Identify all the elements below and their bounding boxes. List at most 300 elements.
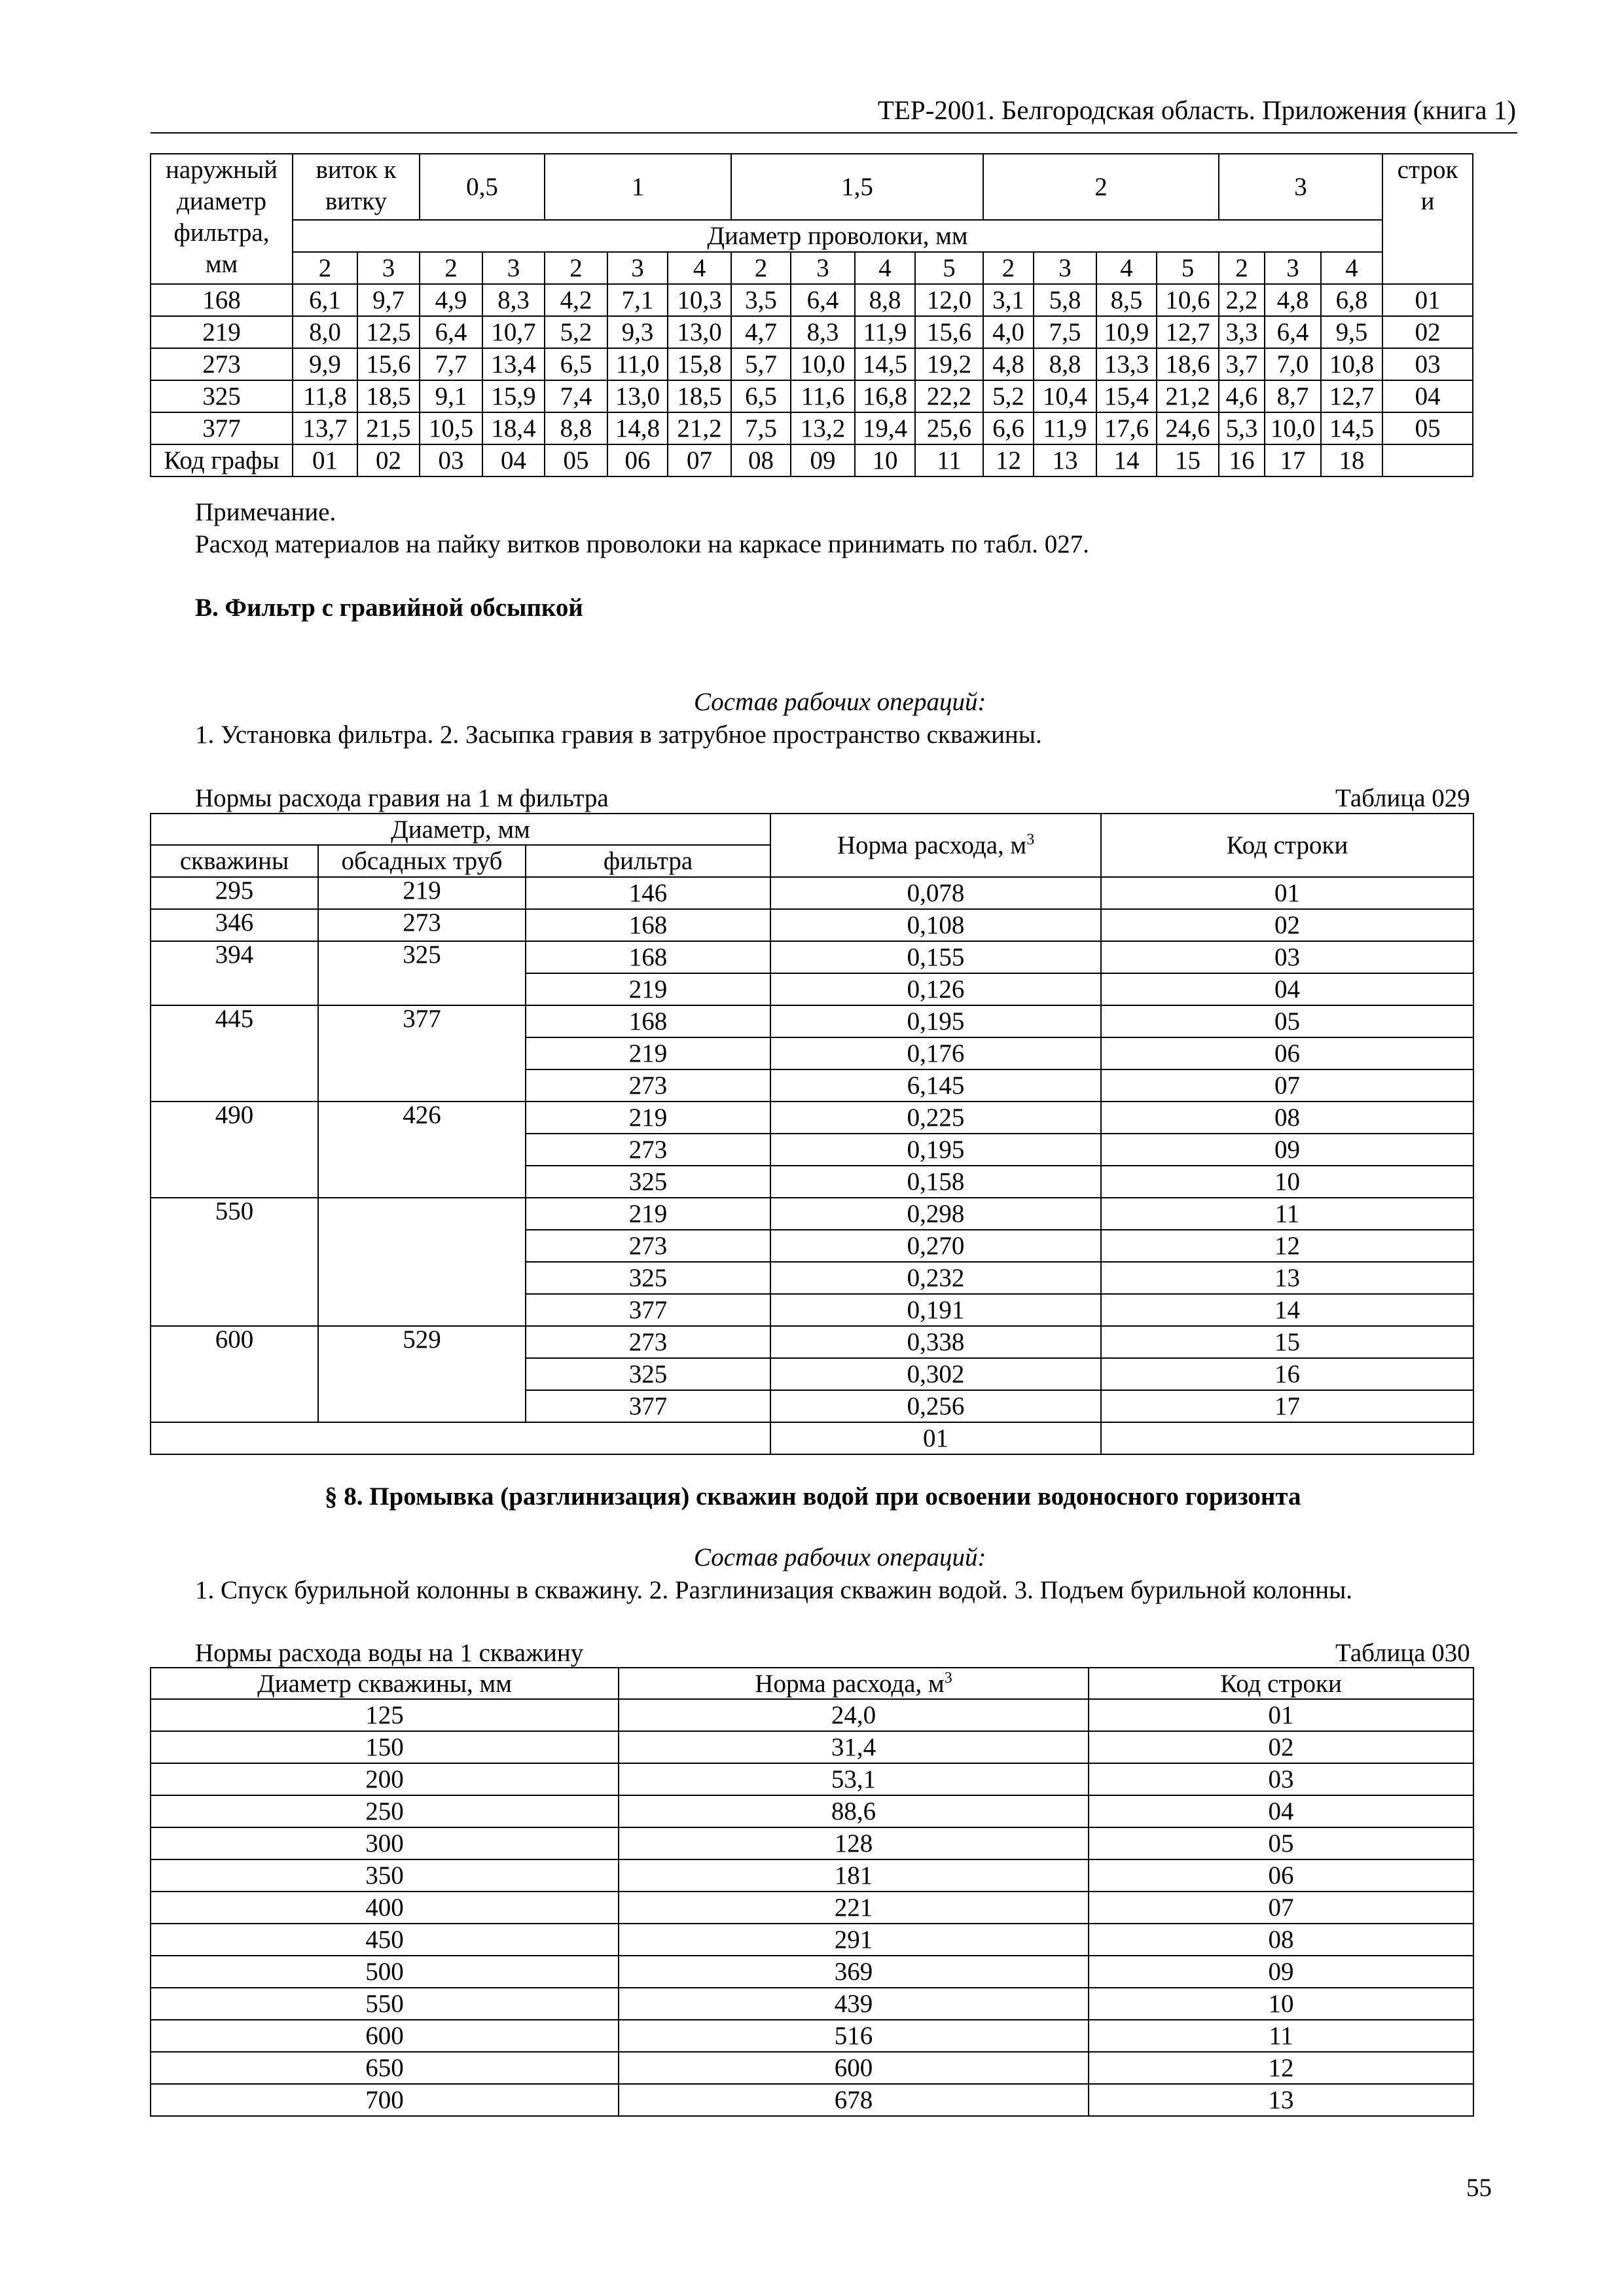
t028-row-code: 01	[1382, 284, 1473, 316]
t030-row	[151, 1827, 1473, 1859]
t029-norm: 0,191	[770, 1294, 1101, 1326]
t028-value: 19,4	[855, 412, 915, 444]
t028-value: 24,6	[1157, 412, 1219, 444]
t029-norm: 0,225	[770, 1102, 1101, 1134]
t028-value: 7,7	[420, 348, 482, 380]
t030-row-code: 12	[1089, 2052, 1473, 2084]
t028-value: 6,5	[731, 380, 791, 412]
t030-row	[151, 2020, 1473, 2052]
t030-row	[151, 1988, 1473, 2020]
t030-norm: 291	[619, 1924, 1089, 1956]
t028-wire-size: 4	[668, 252, 731, 284]
t029-foot	[151, 1422, 1473, 1454]
t028-value: 11,9	[1034, 412, 1096, 444]
section-8-heading: § 8. Промывка (разглинизация) скважин водой при освоении водоносного горизонта	[325, 1482, 1301, 1511]
t028-head-gap: 1,5	[731, 154, 983, 220]
t028-value: 14,5	[855, 348, 915, 380]
t028-wire-size: 4	[1096, 252, 1157, 284]
t030-data	[151, 1699, 1473, 2116]
t028-value: 12,0	[915, 284, 983, 316]
t028-value: 8,8	[1034, 348, 1096, 380]
t028-column-code: 07	[668, 444, 731, 476]
t028-wire-size: 4	[1321, 252, 1382, 284]
t028-value: 9,7	[357, 284, 420, 316]
t028-value: 17,6	[1096, 412, 1157, 444]
t028-head-line: витку	[325, 187, 388, 215]
t028-value: 6,4	[1265, 316, 1321, 348]
t029-head-norm-sup: 3	[1026, 831, 1035, 848]
t029-norm: 0,158	[770, 1166, 1101, 1198]
t028-value: 21,2	[1157, 380, 1219, 412]
t029-row-code: 11	[1101, 1198, 1473, 1230]
t028-value: 18,6	[1157, 348, 1219, 380]
t028-wire-size: 2	[293, 252, 357, 284]
t028-value: 21,2	[668, 412, 731, 444]
t030-norm: 53,1	[619, 1763, 1089, 1795]
t029-data	[151, 877, 1473, 1422]
t029-row-code: 16	[1101, 1358, 1473, 1390]
t028-row	[151, 380, 1473, 412]
t030-norm: 221	[619, 1892, 1089, 1924]
t030-row-code: 06	[1089, 1859, 1473, 1892]
t029-head-norm	[770, 814, 1101, 877]
t028-value: 10,7	[482, 316, 545, 348]
t028-footer-row	[151, 444, 1473, 476]
t029-row-code: 01	[1101, 877, 1473, 909]
t030-row	[151, 1795, 1473, 1827]
t029-norm: 0,176	[770, 1037, 1101, 1069]
t028-value: 7,5	[731, 412, 791, 444]
t028-value: 8,0	[293, 316, 357, 348]
t029-well-diameter: 490	[151, 1102, 318, 1198]
t029-norm: 0,338	[770, 1326, 1101, 1358]
t028-value: 21,5	[357, 412, 420, 444]
t029-filter-diameter: 219	[526, 973, 770, 1005]
t028-column-code: 09	[791, 444, 855, 476]
t028-row-code: 05	[1382, 412, 1473, 444]
t028-value: 18,5	[357, 380, 420, 412]
t030-row-code: 03	[1089, 1763, 1473, 1795]
t028-value: 5,3	[1219, 412, 1265, 444]
t030-row	[151, 1763, 1473, 1795]
t029-row-code: 13	[1101, 1262, 1473, 1294]
note-text: Расход материалов на пайку витков проволоки на каркасе принимать по табл. 027.	[195, 530, 1090, 558]
t028-value: 7,5	[1034, 316, 1096, 348]
t028-value: 4,2	[545, 284, 607, 316]
t030-row-code: 09	[1089, 1956, 1473, 1988]
t028-value: 13,7	[293, 412, 357, 444]
t029-filter-diameter: 273	[526, 1069, 770, 1102]
t030-norm: 516	[619, 2020, 1089, 2052]
t028-head-wire-diameter: Диаметр проволоки, мм	[293, 220, 1382, 252]
t028-outer-diameter: 325	[151, 380, 293, 412]
t029-head-code: Код строки	[1101, 814, 1473, 877]
t028-value: 15,6	[357, 348, 420, 380]
t029-filter-diameter: 168	[526, 909, 770, 941]
t028-value: 15,6	[915, 316, 983, 348]
t029-filter-diameter: 219	[526, 1102, 770, 1134]
t028-head-outer-diameter	[151, 154, 293, 284]
t028-wire-size: 3	[1034, 252, 1096, 284]
t028-value: 7,4	[545, 380, 607, 412]
t028-value: 3,3	[1219, 316, 1265, 348]
t028-head-gap: 0,5	[420, 154, 545, 220]
t030-norm: 24,0	[619, 1699, 1089, 1731]
t030-well-diameter: 450	[151, 1924, 619, 1956]
t030-well-diameter: 700	[151, 2084, 619, 2116]
t028-wire-size: 5	[1157, 252, 1219, 284]
t029-norm: 0,108	[770, 909, 1101, 941]
t029-filter-diameter: 273	[526, 1326, 770, 1358]
t028-value: 13,0	[607, 380, 668, 412]
table-030-caption: Нормы расхода воды на 1 скважину	[195, 1639, 584, 1667]
t029-norm: 6,145	[770, 1069, 1101, 1102]
t028-value: 7,1	[607, 284, 668, 316]
t028-value: 10,0	[1265, 412, 1321, 444]
t028-value: 15,9	[482, 380, 545, 412]
t028-row	[151, 284, 1473, 316]
t030-row	[151, 1892, 1473, 1924]
t028-value: 14,8	[607, 412, 668, 444]
t028-column-code: 16	[1219, 444, 1265, 476]
t028-head-line: строк	[1397, 156, 1458, 184]
table-029-number: Таблица 029	[1335, 784, 1470, 812]
t028-head-line: наружный	[165, 156, 278, 184]
t028-wire-size: 3	[607, 252, 668, 284]
t030-well-diameter: 150	[151, 1731, 619, 1763]
t029-norm: 0,078	[770, 877, 1101, 909]
t028-wire-size: 2	[731, 252, 791, 284]
t030-row-code: 07	[1089, 1892, 1473, 1924]
t028-value: 6,6	[983, 412, 1034, 444]
t029-filter-diameter: 273	[526, 1134, 770, 1166]
t030-norm: 31,4	[619, 1731, 1089, 1763]
t030-row-code: 08	[1089, 1924, 1473, 1956]
t030-head-norm-sup: 3	[944, 1669, 952, 1687]
t028-wire-size: 3	[791, 252, 855, 284]
t029-norm: 0,270	[770, 1230, 1101, 1262]
t028-value: 4,7	[731, 316, 791, 348]
t029-head-well: скважины	[151, 845, 318, 877]
t028-wire-size: 2	[420, 252, 482, 284]
t029-casing-diameter: 219	[318, 877, 526, 909]
t029-norm: 0,195	[770, 1005, 1101, 1037]
t028-column-code: 02	[357, 444, 420, 476]
t030-row-code: 05	[1089, 1827, 1473, 1859]
t028-wire-size: 3	[357, 252, 420, 284]
t029-norm: 0,256	[770, 1390, 1101, 1422]
t028-column-code: 08	[731, 444, 791, 476]
t030-well-diameter: 600	[151, 2020, 619, 2052]
t028-head-turn-to-turn	[293, 154, 420, 220]
t030-well-diameter: 350	[151, 1859, 619, 1892]
t028-value: 2,2	[1219, 284, 1265, 316]
t028-column-code: 18	[1321, 444, 1382, 476]
t030-head-diameter: Диаметр скважины, мм	[151, 1668, 619, 1699]
page-number: 55	[1466, 2174, 1492, 2202]
t028-wire-size: 5	[915, 252, 983, 284]
t028-value: 8,3	[791, 316, 855, 348]
t028-wire-sizes-row	[151, 252, 1473, 284]
t028-value: 12,7	[1321, 380, 1382, 412]
t028-column-code: 11	[915, 444, 983, 476]
t028-value: 4,6	[1219, 380, 1265, 412]
t030-well-diameter: 650	[151, 2052, 619, 2084]
section-b-heading: В. Фильтр с гравийной обсыпкой	[195, 594, 583, 622]
t028-column-code: 01	[293, 444, 357, 476]
t028-column-code: 14	[1096, 444, 1157, 476]
t029-well-diameter: 346	[151, 909, 318, 941]
t029-row-code: 17	[1101, 1390, 1473, 1422]
t028-value: 15,8	[668, 348, 731, 380]
t029-head-diameter: Диаметр, мм	[151, 814, 770, 845]
t030-row	[151, 2052, 1473, 2084]
t029-row-code: 14	[1101, 1294, 1473, 1326]
t030-norm: 369	[619, 1956, 1089, 1988]
t028-value: 19,2	[915, 348, 983, 380]
t028-row-code: 04	[1382, 380, 1473, 412]
t029-norm: 0,232	[770, 1262, 1101, 1294]
t030-row-code: 10	[1089, 1988, 1473, 2020]
t030-well-diameter: 550	[151, 1988, 619, 2020]
t029-well-diameter: 295	[151, 877, 318, 909]
t028-row	[151, 348, 1473, 380]
t028-head-row-code	[1382, 154, 1473, 284]
t028-outer-diameter: 377	[151, 412, 293, 444]
t028-value: 4,8	[983, 348, 1034, 380]
t030-head-norm-text: Норма расхода, м	[755, 1669, 945, 1698]
t028-value: 10,9	[1096, 316, 1157, 348]
section-b-ops-title: Состав рабочих операций:	[694, 688, 986, 716]
t029-row	[151, 1326, 1473, 1358]
t028-value: 6,4	[791, 284, 855, 316]
t028-value: 3,1	[983, 284, 1034, 316]
t030-row	[151, 1731, 1473, 1763]
t029-head-casing: обсадных труб	[318, 845, 526, 877]
t028-value: 8,7	[1265, 380, 1321, 412]
t028-value: 4,0	[983, 316, 1034, 348]
t028-value: 11,9	[855, 316, 915, 348]
table-029-caption: Нормы расхода гравия на 1 м фильтра	[195, 784, 609, 812]
section-b-ops-text: 1. Установка фильтра. 2. Засыпка гравия в затрубное пространство скважины.	[195, 721, 1042, 749]
t030-row-code: 11	[1089, 2020, 1473, 2052]
t029-head-filter: фильтра	[526, 845, 770, 877]
t029-row-code: 02	[1101, 909, 1473, 941]
t029-casing-diameter: 529	[318, 1326, 526, 1422]
t028-value: 13,2	[791, 412, 855, 444]
t028-outer-diameter: 168	[151, 284, 293, 316]
t029-row	[151, 1198, 1473, 1230]
t028-value: 5,2	[545, 316, 607, 348]
t028-value: 10,3	[668, 284, 731, 316]
t030-well-diameter: 500	[151, 1956, 619, 1988]
t028-value: 13,4	[482, 348, 545, 380]
wire-filter-table	[150, 153, 1473, 477]
t029-casing-diameter: 325	[318, 941, 526, 1005]
t028-row	[151, 412, 1473, 444]
t028-value: 13,0	[668, 316, 731, 348]
t029-head	[151, 814, 1473, 877]
t028-head-line: виток к	[316, 156, 397, 184]
t029-row	[151, 1102, 1473, 1134]
t028-value: 9,9	[293, 348, 357, 380]
t028-head-line: и	[1420, 187, 1435, 215]
t030-norm: 678	[619, 2084, 1089, 2116]
t030-norm: 439	[619, 1988, 1089, 2020]
t028-footer-label: Код графы	[151, 444, 293, 476]
t030-well-diameter: 125	[151, 1699, 619, 1731]
t028-value: 8,3	[482, 284, 545, 316]
t028-value: 12,7	[1157, 316, 1219, 348]
t028-value: 6,5	[545, 348, 607, 380]
t029-row-code: 08	[1101, 1102, 1473, 1134]
t028-head-line: диаметр	[176, 187, 267, 215]
t028-value: 9,3	[607, 316, 668, 348]
t028-value: 6,8	[1321, 284, 1382, 316]
table-030-number: Таблица 030	[1335, 1639, 1470, 1667]
t029-casing-diameter	[318, 1198, 526, 1326]
t029-norm: 0,195	[770, 1134, 1101, 1166]
t030-row-code: 01	[1089, 1699, 1473, 1731]
t029-filter-diameter: 273	[526, 1230, 770, 1262]
t028-body	[151, 154, 1473, 284]
t028-value: 15,4	[1096, 380, 1157, 412]
t028-value: 5,2	[983, 380, 1034, 412]
t030-row-code: 02	[1089, 1731, 1473, 1763]
t029-foot-code: 01	[770, 1422, 1101, 1454]
t028-column-code: 03	[420, 444, 482, 476]
t029-casing-diameter: 377	[318, 1005, 526, 1102]
t029-filter-diameter: 168	[526, 941, 770, 973]
t028-column-code: 12	[983, 444, 1034, 476]
t029-norm: 0,155	[770, 941, 1101, 973]
t028-column-code: 17	[1265, 444, 1321, 476]
t028-value: 9,5	[1321, 316, 1382, 348]
t029-row	[151, 877, 1473, 909]
t029-row	[151, 1005, 1473, 1037]
page-header: ТЕР-2001. Белгородская область. Приложения (книга 1)	[877, 95, 1516, 125]
gravel-norm-table	[150, 813, 1474, 1455]
t030-row	[151, 1924, 1473, 1956]
t030-head-code: Код строки	[1089, 1668, 1473, 1699]
t029-filter-diameter: 146	[526, 877, 770, 909]
t030-norm: 88,6	[619, 1795, 1089, 1827]
t028-wire-size: 3	[1265, 252, 1321, 284]
t029-row	[151, 941, 1473, 973]
t028-value: 25,6	[915, 412, 983, 444]
t028-value: 6,1	[293, 284, 357, 316]
t029-row-code: 04	[1101, 973, 1473, 1005]
t028-column-code: 06	[607, 444, 668, 476]
t028-head-gap: 2	[983, 154, 1219, 220]
t029-norm: 0,298	[770, 1198, 1101, 1230]
t028-value: 7,0	[1265, 348, 1321, 380]
t030-row-code: 04	[1089, 1795, 1473, 1827]
t028-head-gap: 1	[545, 154, 731, 220]
t028-value: 14,5	[1321, 412, 1382, 444]
t030-row-code: 13	[1089, 2084, 1473, 2116]
t028-value: 5,8	[1034, 284, 1096, 316]
t030-well-diameter: 250	[151, 1795, 619, 1827]
t029-filter-diameter: 325	[526, 1262, 770, 1294]
t028-value: 18,4	[482, 412, 545, 444]
t029-norm: 0,302	[770, 1358, 1101, 1390]
t029-filter-diameter: 377	[526, 1390, 770, 1422]
t028-wire-size: 2	[545, 252, 607, 284]
t028-row-code: 03	[1382, 348, 1473, 380]
t028-value: 5,7	[731, 348, 791, 380]
t028-column-code: 10	[855, 444, 915, 476]
t028-value: 12,5	[357, 316, 420, 348]
water-norm-table	[150, 1667, 1474, 2117]
t030-well-diameter: 200	[151, 1763, 619, 1795]
t028-head-line: фильтра,	[173, 219, 270, 247]
t028-value: 6,4	[420, 316, 482, 348]
t028-outer-diameter: 219	[151, 316, 293, 348]
t030-norm: 128	[619, 1827, 1089, 1859]
t029-norm: 0,126	[770, 973, 1101, 1005]
t028-value: 11,6	[791, 380, 855, 412]
t030-well-diameter: 400	[151, 1892, 619, 1924]
t028-value: 3,5	[731, 284, 791, 316]
t028-value: 10,4	[1034, 380, 1096, 412]
t029-foot-blank	[151, 1422, 770, 1454]
t028-wire-size: 4	[855, 252, 915, 284]
t029-row-code: 05	[1101, 1005, 1473, 1037]
t028-value: 13,3	[1096, 348, 1157, 380]
t030-head	[151, 1668, 1473, 1699]
t028-wire-size: 2	[1219, 252, 1265, 284]
note-title: Примечание.	[195, 498, 336, 526]
t028-value: 8,8	[545, 412, 607, 444]
t029-row	[151, 909, 1473, 941]
t028-value: 4,8	[1265, 284, 1321, 316]
t029-row-code: 07	[1101, 1069, 1473, 1102]
section-8-ops-title: Состав рабочих операций:	[694, 1543, 986, 1571]
t030-row	[151, 1859, 1473, 1892]
t028-footer-blank	[1382, 444, 1473, 476]
t029-well-diameter: 600	[151, 1326, 318, 1422]
t028-value: 18,5	[668, 380, 731, 412]
t029-row-code: 15	[1101, 1326, 1473, 1358]
t028-value: 4,9	[420, 284, 482, 316]
t029-row-code: 09	[1101, 1134, 1473, 1166]
t029-foot-blank	[1101, 1422, 1473, 1454]
t029-filter-diameter: 219	[526, 1198, 770, 1230]
header-rule	[151, 132, 1517, 134]
t028-column-code: 13	[1034, 444, 1096, 476]
t029-row-code: 03	[1101, 941, 1473, 973]
t028-head-line: мм	[205, 250, 238, 278]
t028-data	[151, 284, 1473, 476]
t028-value: 16,8	[855, 380, 915, 412]
t028-row-code: 02	[1382, 316, 1473, 348]
t028-head-gap: 3	[1219, 154, 1382, 220]
t028-value: 10,5	[420, 412, 482, 444]
t030-norm: 181	[619, 1859, 1089, 1892]
t029-filter-diameter: 325	[526, 1166, 770, 1198]
t028-outer-diameter: 273	[151, 348, 293, 380]
t030-well-diameter: 300	[151, 1827, 619, 1859]
t029-well-diameter: 445	[151, 1005, 318, 1102]
t028-value: 11,8	[293, 380, 357, 412]
t028-value: 8,5	[1096, 284, 1157, 316]
t028-value: 10,8	[1321, 348, 1382, 380]
t029-filter-diameter: 377	[526, 1294, 770, 1326]
t028-row	[151, 316, 1473, 348]
t028-value: 10,0	[791, 348, 855, 380]
t029-row-code: 12	[1101, 1230, 1473, 1262]
